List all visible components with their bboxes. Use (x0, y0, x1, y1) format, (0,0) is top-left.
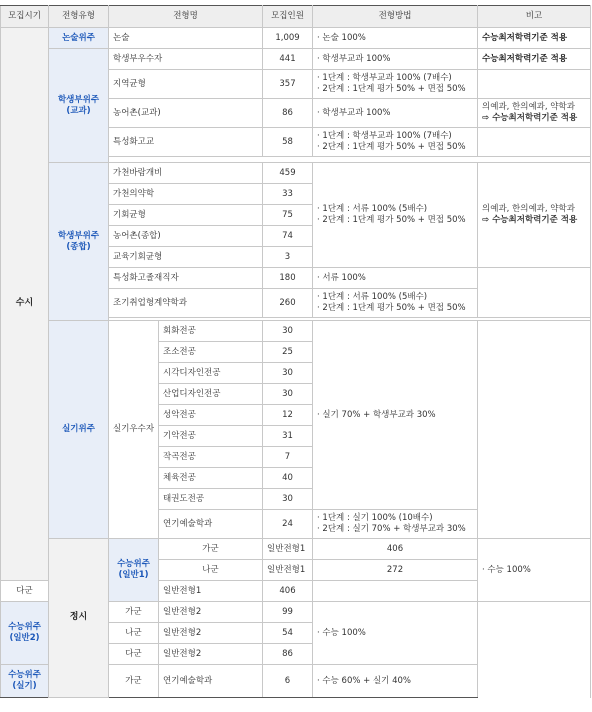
note-line: 의예과, 한의예과, 약학과 (482, 102, 575, 113)
method-line: · 1단계 : 학생부교과 100% (7배수) (317, 131, 452, 142)
type-label: (일반2) (9, 633, 40, 643)
note-cell (478, 128, 591, 157)
table-row (1, 28, 591, 49)
method-line: · 2단계 : 1단계 평가 50% + 면접 50% (317, 303, 466, 313)
count-cell: 75 (263, 205, 313, 226)
type-jonghap (49, 163, 109, 321)
type-label: 학생부위주 (57, 94, 100, 105)
type-label: 수능위주 (8, 622, 41, 633)
type-silgi: 실기위주 (49, 321, 109, 539)
header-method: 전형방법 (313, 6, 478, 28)
count-cell: 40 (263, 468, 313, 489)
name-cell: 일반전형1 (159, 581, 263, 602)
method-cell: · 학생부교과 100% (313, 99, 478, 128)
count-cell: 272 (313, 560, 478, 581)
method-cell (313, 70, 478, 99)
gun-cell: 가군 (109, 665, 159, 698)
count-cell: 406 (313, 539, 478, 560)
count-cell: 12 (263, 405, 313, 426)
count-cell: 86 (263, 99, 313, 128)
gun-cell: 다군 (109, 644, 159, 665)
table-row (1, 163, 591, 184)
note-line: ⇨ 수능최저학력기준 적용 (482, 113, 578, 123)
method-line: · 2단계 : 실기 70% + 학생부교과 30% (317, 524, 466, 534)
type-label: 수능위주 (8, 670, 41, 681)
count-cell: 7 (263, 447, 313, 468)
name-cell: 조기취업형계약학과 (109, 289, 263, 318)
name-cell: 회화전공 (159, 321, 263, 342)
note-line: ⇨ 수능최저학력기준 적용 (482, 215, 578, 225)
count-cell: 54 (263, 623, 313, 644)
count-cell: 406 (263, 581, 313, 602)
count-cell: 58 (263, 128, 313, 157)
count-cell: 33 (263, 184, 313, 205)
count-cell: 31 (263, 426, 313, 447)
count-cell: 180 (263, 268, 313, 289)
count-cell: 24 (263, 510, 313, 539)
name-cell: 조소전공 (159, 342, 263, 363)
name-cell: 가천의약학 (109, 184, 263, 205)
type-label: (교과) (66, 105, 91, 116)
table-row (1, 49, 591, 70)
name-cell: 학생부우수자 (109, 49, 263, 70)
name-cell: 일반전형1 (263, 560, 313, 581)
count-cell: 86 (263, 644, 313, 665)
method-line: · 1단계 : 서류 100% (5배수) (317, 292, 428, 303)
gun-cell: 나군 (159, 560, 263, 581)
type-label: (종합) (66, 241, 91, 252)
name-cell: 교육기회균형 (109, 247, 263, 268)
method-cell: · 학생부교과 100% (313, 49, 478, 70)
name-cell: 기악전공 (159, 426, 263, 447)
type-label: 수능위주 (117, 559, 150, 570)
count-cell: 357 (263, 70, 313, 99)
count-cell: 30 (263, 321, 313, 342)
name-cell: 일반전형2 (159, 602, 263, 623)
note-cell (478, 99, 591, 128)
method-line: · 1단계 : 실기 100% (10배수) (317, 513, 433, 524)
method-cell (313, 289, 478, 318)
note-cell (478, 321, 591, 539)
method-cell: · 서류 100% (313, 268, 478, 289)
name-cell: 특성화고교 (109, 128, 263, 157)
note-cell (478, 163, 591, 268)
count-cell: 1,009 (263, 28, 313, 49)
name-cell: 산업디자인전공 (159, 384, 263, 405)
method-line: · 2단계 : 1단계 평가 50% + 면접 50% (317, 215, 466, 225)
name-cell: 일반전형1 (263, 539, 313, 560)
type-label: (실기) (12, 681, 37, 691)
type-suneung1 (109, 539, 159, 602)
header-note: 비고 (478, 6, 591, 28)
header-season: 모집시기 (1, 6, 49, 28)
name-cell: 농어촌(종합) (109, 226, 263, 247)
header-type: 전형유형 (49, 6, 109, 28)
count-cell: 260 (263, 289, 313, 318)
season-jeongsi: 정시 (49, 539, 109, 698)
gun-cell: 나군 (109, 623, 159, 644)
note-cell: 수능최저학력기준 적용 (478, 28, 591, 49)
name-cell: 성악전공 (159, 405, 263, 426)
method-cell: · 논술 100% (313, 28, 478, 49)
name-cell: 연기예술학과 (159, 665, 263, 698)
count-cell: 30 (263, 363, 313, 384)
method-cell: · 실기 70% + 학생부교과 30% (313, 321, 478, 510)
type-suneung2 (1, 602, 49, 665)
count-cell: 441 (263, 49, 313, 70)
note-cell (478, 268, 591, 318)
table-row (1, 539, 591, 560)
table-row (1, 321, 591, 342)
count-cell: 99 (263, 602, 313, 623)
method-cell (313, 510, 478, 539)
method-cell (313, 128, 478, 157)
type-nonsul: 논술위주 (49, 28, 109, 49)
method-cell: · 수능 100% (478, 539, 591, 602)
admissions-table (0, 5, 591, 698)
count-cell: 30 (263, 489, 313, 510)
name-cell: 논술 (109, 28, 263, 49)
header-name: 전형명 (109, 6, 263, 28)
header-row (1, 6, 591, 28)
method-line: · 2단계 : 1단계 평가 50% + 면접 50% (317, 84, 466, 94)
gun-cell: 다군 (1, 581, 49, 602)
name-cell: 작곡전공 (159, 447, 263, 468)
type-label: 학생부위주 (57, 230, 100, 241)
gun-cell: 가군 (159, 539, 263, 560)
name-cell: 체육전공 (159, 468, 263, 489)
count-cell: 25 (263, 342, 313, 363)
name-cell: 지역균형 (109, 70, 263, 99)
name-cell: 가천바람개비 (109, 163, 263, 184)
header-count: 모집인원 (263, 6, 313, 28)
name-cell: 시각디자인전공 (159, 363, 263, 384)
note-cell (478, 70, 591, 99)
method-cell: · 수능 60% + 실기 40% (313, 665, 478, 698)
count-cell: 3 (263, 247, 313, 268)
type-gyogwa (49, 49, 109, 163)
name-cell: 태권도전공 (159, 489, 263, 510)
name-cell: 특성화고졸재직자 (109, 268, 263, 289)
method-line: · 1단계 : 서류 100% (5배수) (317, 204, 428, 215)
count-cell: 30 (263, 384, 313, 405)
method-cell: · 수능 100% (313, 602, 478, 665)
gun-cell: 가군 (109, 602, 159, 623)
count-cell: 74 (263, 226, 313, 247)
count-cell: 459 (263, 163, 313, 184)
method-cell (313, 163, 478, 268)
note-line: 의예과, 한의예과, 약학과 (482, 204, 575, 215)
method-line: · 2단계 : 1단계 평가 50% + 면접 50% (317, 142, 466, 152)
method-line: · 1단계 : 학생부교과 100% (7배수) (317, 73, 452, 84)
note-cell: 수능최저학력기준 적용 (478, 49, 591, 70)
type-suneung-silgi (1, 665, 49, 698)
type-label: (일반1) (118, 570, 149, 580)
season-susi: 수시 (1, 28, 49, 581)
name-cell: 농어촌(교과) (109, 99, 263, 128)
count-cell: 6 (263, 665, 313, 698)
silgi-sub: 실기우수자 (109, 321, 159, 539)
name-cell: 기회균형 (109, 205, 263, 226)
name-cell: 연기예술학과 (159, 510, 263, 539)
name-cell: 일반전형2 (159, 623, 263, 644)
name-cell: 일반전형2 (159, 644, 263, 665)
